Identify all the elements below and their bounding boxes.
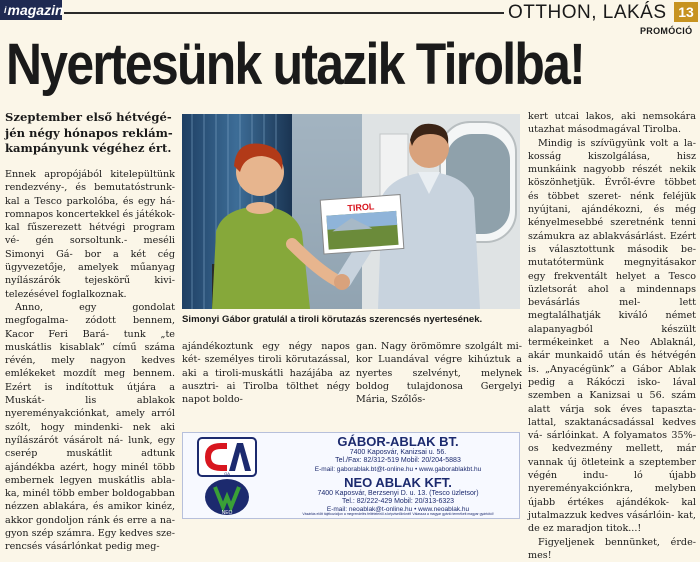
article-column-3: [356, 340, 522, 430]
promo-label: PROMÓCIÓ: [640, 26, 692, 36]
lead-paragraph: Szeptember első hétvégé- jén négy hónapos reklám- kampányunk végéhez ért.: [5, 110, 175, 157]
article-column-2: [182, 340, 350, 430]
company2-contact: E-mail: neoablak@t-online.hu • www.neoablak.hu: [278, 506, 518, 513]
neo-logo-text: NEO: [222, 510, 233, 516]
company1-name: GÁBOR-ABLAK BT.: [278, 434, 518, 449]
company1-phone: Tel./Fax: 82/312-519 Mobil: 20/204-5883: [278, 457, 518, 464]
article-column-4: [528, 110, 696, 519]
photo-caption: Simonyi Gábor gratulál a tiroli körutazás szerencsés nyertesének.: [182, 313, 520, 326]
company1-address: 7400 Kaposvár, Kanizsai u. 56.: [278, 449, 518, 456]
company2-address: 7400 Kaposvár, Berzsenyi D. u. 13. (Tesco üzletsor): [278, 490, 518, 497]
fineprint-line-1: Vásárlás előtt tájékozódjon a megrendelés feltételeiről a képviselőinknél!: [302, 512, 411, 516]
ad-fineprint: [278, 513, 518, 517]
section-title: OTTHON, LAKÁS: [508, 2, 668, 24]
advertisement-box: [182, 432, 520, 519]
magazine-logo: $^i$magazin: [0, 0, 62, 20]
article-column-1: [5, 168, 175, 519]
gabor-ablak-logo: [197, 437, 257, 477]
header-rule: [64, 12, 504, 14]
gabor-logo-text: GA: [224, 471, 230, 476]
company2-phone: Tel.: 82/222-429 Mobil: 20/313-6323: [278, 498, 518, 505]
page-number: 13: [674, 2, 698, 22]
paragraph: Figyeljenek bennünket, érde- mes!: [528, 536, 696, 562]
photo-illustration: [182, 114, 520, 309]
paragraph: kert utcai lakos, aki nemsokára utazhat másodmagával Tirolba.: [528, 110, 696, 137]
paragraph: Ennek apropójából kitelepültünk rendezvény-, és bemutatóstrunk- kal a Tesco parkolóba, és egy há- romnapos koncertekkel és játékok- kal fűszerezett hétvégi program vé- gén sorsoltunk.- meséli Simonyi Gá- bor a két cég ügyvezetője, amelyek műanyag nyílászárók tejeskörű kivi- telezésével foglalkoznak.: [5, 168, 175, 301]
paragraph: Anno, egy gondolat megfogalma- zódott bennem, Kacor Feri Bará- tunk „te muskátlis kisablak” című száma révén, mely nagyon kedves emlékeket mozdít meg bennem. Ezért is indítottuk útjára a Muskát- lis ablakok nyereményakciónkat, amely arról szólt, hogy mindenki- nek aki nyílászárót vásárolt ná- lunk, egy cserép muskátlit adtunk ajándékba azért, hogy minél több embernek legyen muskátlis abla- ka, minél több ember boldogabban nézzen ablakára, és amikor kinéz, akkor gondoljon ránk és erre a na- gyon szép számra. Egy kedves sze- rencsés vásárlónkat pedig meg-: [5, 301, 175, 554]
photo-sign-text: TIROL: [347, 201, 375, 213]
paragraph: gan. Nagy örömömre szolgált mi- kor Luandával végre kihúztuk a nyertes szelvényt, melynek boldog tulajdonosa Gergelyi Mária, Szőlős-: [356, 340, 522, 406]
company1-contact: E-mail: gaborablak.bt@t-online.hu • www.gaborablakbt.hu: [278, 466, 518, 473]
neo-ablak-logo: [203, 477, 251, 517]
paragraph: Mindig is szívügyünk volt a la- kosság kiszolgálása, hisz munkáink nagyobb részét nekik köszönhetjük. Évről-évre többet és többet szeret- nénk feléjük nyújtani, ajándékozni, és még kényelmesebbé szeretnénk tenni számukra az ablakvásárlást. Ezért is választottunk második be- mutatótermünk megnyitásakor egy frekventált helyet a Tesco üzletsorát ahol a mindennaps bevásárlás mel- lett megtalálhatják kiváló német alapanyagból készült termékeinket a Neo Ablaknál, akár munkaidő után és hétvégén is. „Anyacégünk” a Gábor Ablak pedig a Rákóczi isko- lával szemben a Kanizsai u 56. szám alatt várja sok éves tapaszta- lattal, szaktanácsadással kedves vá- sárlóinkat. A folyamatos 35%-os kedvezmény mellett, már vannak új ötleteink a szeptember végén indu- ló újabb nyereményakciónkra, melyben újabb értékes ajándékok- kal jutalmazzuk kedves vásárlóin- kat, de ez maradjon titok...!: [528, 137, 696, 536]
winner-photo: [182, 114, 520, 309]
fineprint-line-2: Válassza a magyar gyártó termékeit magyar gyártótól!: [412, 512, 493, 516]
company2-name: NEO ABLAK KFT.: [278, 475, 518, 490]
headline: Nyertesünk utazik Tirolba!: [6, 34, 522, 96]
paragraph: ajándékoztunk egy négy napos két- személyes tiroli körutazással, aki a tiroli-muskátli hazájába az ausztri- ai Tirolba tölthet négy napot boldo-: [182, 340, 350, 406]
